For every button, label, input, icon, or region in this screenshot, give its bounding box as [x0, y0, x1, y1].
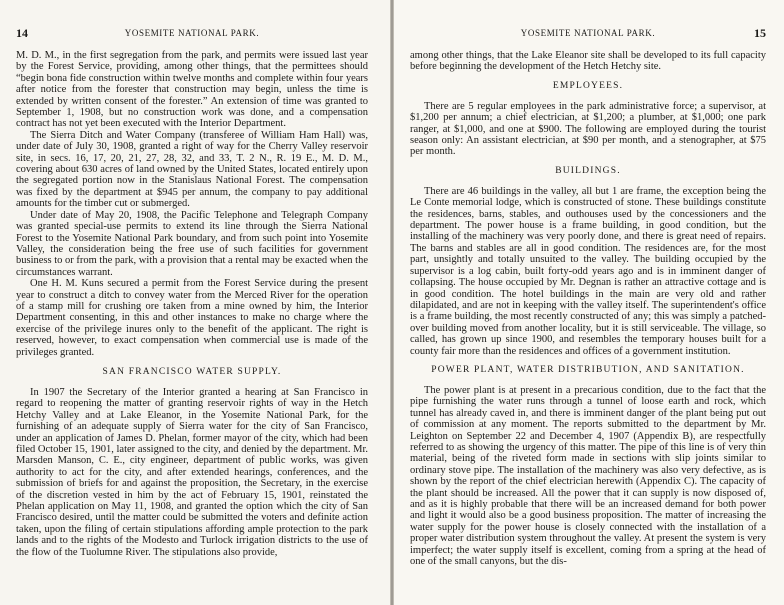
left-paragraph-3: Under date of May 20, 1908, the Pacific Telephone and Telegraph Company was granted special-use permits to extend its line through the Sierra National Forest to the Yosemite National Park boundary, and from such point into Yosemite Valley, the consideration being the free use of such facilities for government business to or from the park, with a provision that a rental may be exacted when the circumstances warrant.	[16, 209, 368, 278]
power-plant-heading: POWER PLANT, WATER DISTRIBUTION, AND SANITATION.	[431, 364, 745, 375]
left-paragraph-4: One H. M. Kuns secured a permit from the Forest Service during the present year to construct a ditch to convey water from the Merced River for the operation of a stamp mill for crushing ore taken from a mine owned by him, the Interior Department consenting, in this and other instances to make no charge where the exercise of the privilege inures only to the benefit of the applicant. The right is reserved, however, to exact compensation when commercial use is made of the privileges granted.	[16, 278, 368, 358]
left-page-number: 14	[16, 26, 28, 40]
buildings-heading: BUILDINGS.	[555, 165, 621, 176]
left-paragraph-1: M. D. M., in the first segregation from the park, and permits were issued last year by the Forest Service, providing, among other things, that the permittees should “begin bona fide construction within twelve months and complete within four years after notice from the forester that construction may begin, unless the time is extended by written consent of the forester.” An extension of time was granted to September 1, 1908, but no construction work was done, and a compensation contract has not yet been executed with the Interior Department.	[16, 50, 368, 130]
left-paragraph-5: In 1907 the Secretary of the Interior granted a hearing at San Francisco in regard to reopening the matter of granting reservoir rights of way in the Hetch Hetchy Valley and at Lake Eleanor, in the Yosemite National Park, for the furnishing of an adequate supply of Sierra water for the city of San Francisco, under an application of James D. Phelan, former mayor of the city, which had been filed October 15, 1901, later assigned to the city, and denied by the department. Mr. Marsden Manson, C. E., city engineer, department of public works, was given authority to act for the city, and after extended hearings, conferences, and the submission of briefs for and against the proposition, the Secretary, in the exercise of the discretion vested in him by the act of February 15, 1901, reinstated the Phelan application on May 11, 1908, and granted the option which the city of San Francisco desired, until the matter could be submitted the voters and definite action taken, upon the filing of certain stipulations affording ample protection to the park lands and to the rights of the Modesto and Turlock irrigation districts to the use of the flow of the Tuolumne River. The stipulations also provide,	[16, 386, 368, 558]
san-francisco-water-supply-heading: SAN FRANCISCO WATER SUPPLY.	[102, 366, 282, 377]
right-page-number: 15	[754, 26, 766, 40]
employees-paragraph: There are 5 regular employees in the park administrative force; a supervisor, at $1,200 per annum; a chief electrician, at $1,200; a plumber, at $1,000; one park ranger, at $1,000, and one at $900. The following are employed during the tourist season only: An assistant electrician, at $90 per month, and a stenographer, at $75 per month.	[410, 100, 766, 158]
right-running-head	[410, 28, 766, 42]
right-running-title: YOSEMITE NATIONAL PARK.	[520, 28, 656, 38]
power-plant-paragraph: The power plant is at present in a precarious condition, due to the fact that the pipe furnishing the water runs through a tunnel of loose earth and rock, which tunnel has already caved in, and there is imminent danger of the plant being put out of commission at any moment. The reports submitted to the department by Mr. Leighton on September 22 and December 4, 1907 (Appendix B), are respectfully referred to as showing the urgency of this matter. The pipe of this line is of very thin material, being of the riveted form made in sections with slip joints similar to ordinary stove pipe. The installation of the machinery was also very defective, as is shown by the report of the chief electrician herewith (Appendix C). The capacity of the plant should be increased. All the power that it can supply is now disposed of, and as it is highly probable that there will be an increased demand for both power and light it would also be a good business proposition. The matter of increasing the water supply for the power house is closely connected with the installation of a proper water distribution system throughout the valley. At present the system is very imperfect; the water supply itself is excellent, coming from a spring at the head of one of the small canyons, but the dis-	[410, 384, 766, 568]
left-running-title: YOSEMITE NATIONAL PARK.	[124, 28, 260, 38]
right-intro-paragraph: among other things, that the Lake Eleanor site shall be developed to its full capacity before beginning the development of the Hetch Hetchy site.	[410, 50, 766, 73]
left-page	[0, 0, 390, 605]
left-paragraph-2: The Sierra Ditch and Water Company (transferee of William Ham Hall) was, under date of July 30, 1908, granted a right of way for the Cherry Valley reservoir site, in secs. 16, 17, 20, 21, 27, 28, 32, and 33, T. 2 N., R. 19 E., M. D. M., covering about 630 acres of land owned by the United States, located entirely upon the segregated portion now in the Stanislaus National Forest. The compensation was fixed by the department at $945 per annum, the company to pay additional amounts for the timber cut or submerged.	[16, 129, 368, 210]
right-page	[394, 0, 784, 605]
buildings-paragraph: There are 46 buildings in the valley, all but 1 are frame, the exception being the Le Conte memorial lodge, which is constructed of stone. These buildings constitute the residences, barns, stables, and outhouses used by the concessioners and the department. The power house is a frame building, in good condition, but the installing of the machinery was very poorly done, and there is great need of repairs. The barns and stables are all in good condition. The residences are, for the most part, unsightly and totally unsuited to the valley. The building occupied by the supervisor is a log cabin, built forty-odd years ago and is in imminent danger of collapsing. The house occupied by Mr. Degnan is rather an attractive cottage and is in good condition. The hotel buildings in the main are very old and rather dilapidated, and are not in keeping with the valley itself. The superintendent's office is a frame building, the most recently constructed of any; this was simply a patched-over building moved from another locality, but it is still serviceable. The village, so called, has grown up since 1900, and resembles the temporary houses built for a county fair more than the residences and offices of a government institution.	[410, 185, 766, 357]
employees-heading: EMPLOYEES.	[552, 80, 624, 91]
left-running-head	[16, 28, 368, 42]
